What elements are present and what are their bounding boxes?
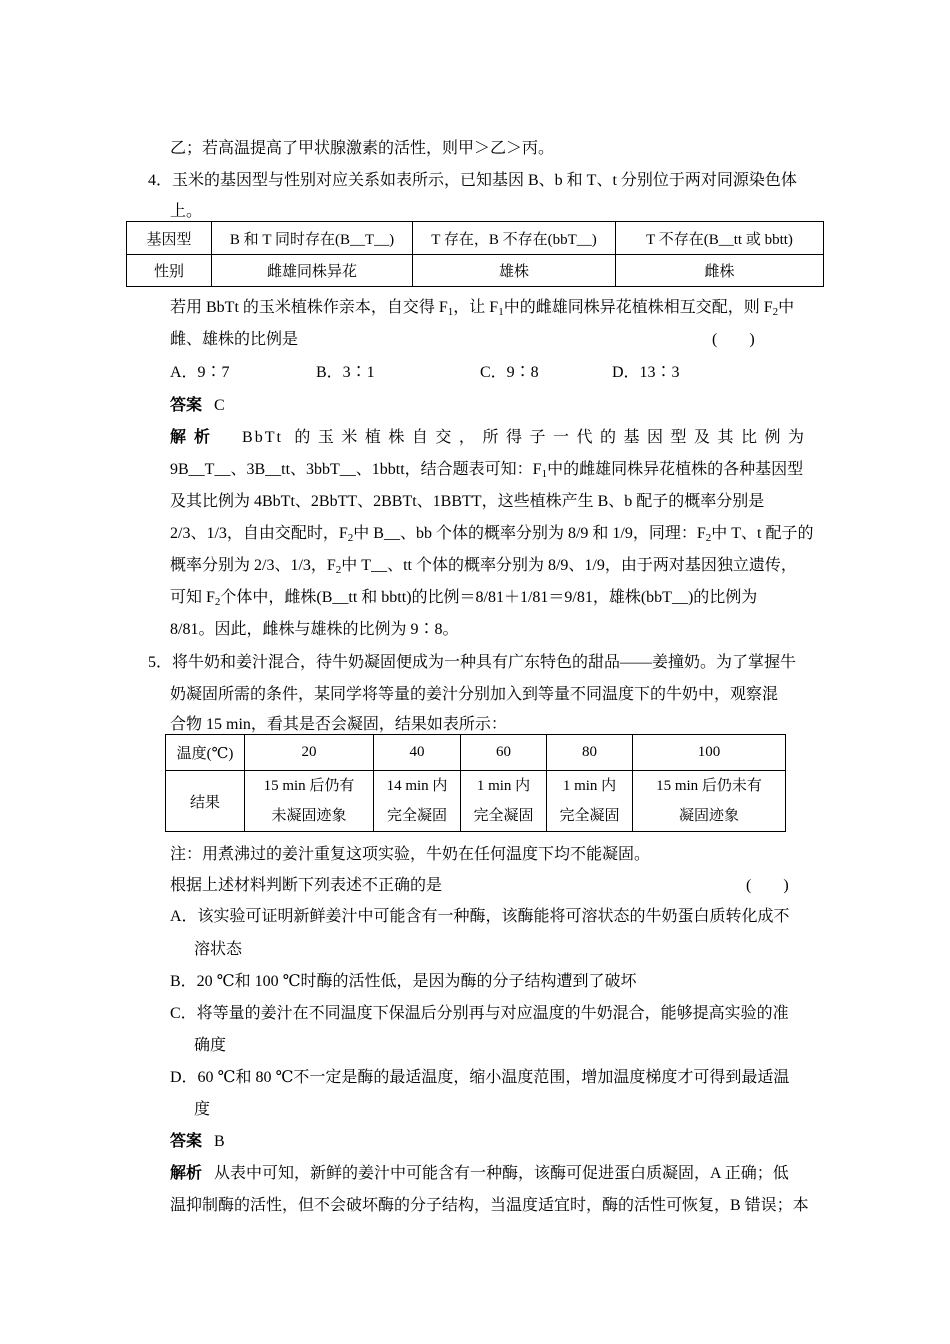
table-cell: 温度(℃)	[166, 735, 245, 771]
q4-answer-paren: ( )	[712, 331, 755, 348]
q5-analysis-line1	[170, 1164, 789, 1184]
q3-tail-text: 乙；若高温提高了甲状腺激素的活性，则甲＞乙＞丙。	[170, 140, 555, 157]
cell-line: 凝固迹象	[678, 808, 739, 824]
analysis-text: 中 T__、tt 个体的概率分别为 8/9、1/9，由于两对基因独立遗传，	[341, 557, 797, 574]
subscript: 2	[347, 532, 354, 544]
table-cell	[245, 771, 374, 832]
q5-option-b: B．20 ℃和 100 ℃时酶的活性低，是因为酶的分子结构遭到了破坏	[170, 973, 637, 990]
answer-label: 答案	[170, 1133, 203, 1150]
subscript: 1	[498, 306, 504, 318]
table-cell: 80	[547, 735, 633, 771]
q5-option-c-line2: 确度	[194, 1037, 227, 1054]
table-cell	[374, 771, 461, 832]
cell-line: 未凝固迹象	[271, 808, 347, 824]
q5-stem-line2: 奶凝固所需的条件，某同学将等量的姜汁分别加入到等量不同温度下的牛奶中，观察混	[170, 686, 779, 703]
table-cell: 结果	[166, 771, 245, 832]
table-cell: 40	[374, 735, 461, 771]
cell-line: 15 min 后仍未有	[656, 778, 762, 794]
q4-analysis-line4	[170, 524, 814, 548]
table-cell: 基因型	[127, 222, 212, 255]
analysis-text: BbTt 的玉米植株自交，所得子一代的基因型及其比例为	[242, 429, 806, 446]
table-cell: 100	[633, 735, 786, 771]
q4-question-part: 若用 BbTt 的玉米植株作亲本，自交得 F	[170, 299, 448, 316]
q4-question-line1	[170, 298, 794, 322]
cell-line: 1 min 内	[562, 778, 617, 794]
q5-note: 注：用煮沸过的姜汁重复这项实验，牛奶在任何温度下均不能凝固。	[170, 846, 651, 863]
q5-option-a-line2: 溶状态	[194, 941, 243, 958]
analysis-label: 解析	[170, 1165, 203, 1182]
table-cell: T 不存在(B__tt 或 bbtt)	[616, 222, 824, 255]
q4-stem-line1: 4．玉米的基因型与性别对应关系如表所示，已知基因 B、b 和 T、t 分别位于两对同源染色体	[148, 172, 797, 189]
analysis-text: 概率分别为 2/3、1/3，F	[170, 557, 336, 574]
q4-question-part: 中的雌雄同株异花植株相互交配，则 F	[503, 299, 773, 316]
table-cell	[461, 771, 547, 832]
q5-option-c-line1: C．将等量的姜汁在不同温度下保温后分别再与对应温度的牛奶混合，能够提高实验的准	[170, 1005, 789, 1022]
table-cell: 雌雄同株异花	[212, 255, 413, 287]
q4-stem-line2: 上。	[170, 203, 203, 220]
q4-option-d: D．13∶3	[612, 364, 680, 381]
q5-answer	[170, 1132, 225, 1152]
q4-question-line2: 雌、雄株的比例是	[170, 331, 299, 348]
q4-analysis-line3: 及其比例为 4BbTt、2BbTT、2BBTt、1BBTT，这些植株产生 B、b 配子的概率分别是	[170, 493, 765, 510]
q4-answer	[170, 396, 225, 416]
q4-question-part: ，让 F	[453, 299, 499, 316]
q4-analysis-line7: 8/81。因此，雌株与雄株的比例为 9∶8。	[170, 621, 459, 638]
analysis-text: 个体中，雌株(B__tt 和 bbtt)的比例＝8/81＋1/81＝9/81，雄株(bbT__)的比例为	[220, 589, 758, 606]
table-cell: 性别	[127, 255, 212, 287]
table-cell	[633, 771, 786, 832]
analysis-text: 中的雌雄同株异花植株的各种基因型	[547, 461, 804, 478]
q4-analysis-line1	[170, 428, 806, 448]
q5-answer-paren: ( )	[746, 877, 789, 894]
genotype-sex-table	[126, 221, 824, 287]
analysis-text: 从表中可知，新鲜的姜汁中可能含有一种酶，该酶可促进蛋白质凝固，A 正确；低	[214, 1165, 789, 1182]
analysis-text: 中 B__、bb 个体的概率分别为 8/9 和 1/9，同理：F	[353, 525, 706, 542]
analysis-text: 9B__T__、3B__tt、3bbT__、1bbtt，结合题表可知：F	[170, 461, 542, 478]
q5-option-d-line1: D．60 ℃和 80 ℃不一定是酶的最适温度，缩小温度范围，增加温度梯度才可得到最适温	[170, 1069, 790, 1086]
q5-stem-line1: 5．将牛奶和姜汁混合，待牛奶凝固便成为一种具有广东特色的甜品——姜撞奶。为了掌握牛	[148, 654, 797, 671]
subscript: 2	[214, 596, 221, 608]
q5-analysis-line2: 温抑制酶的活性，但不会破坏酶的分子结构，当温度适宜时，酶的活性可恢复，B 错误；本	[170, 1197, 809, 1214]
cell-line: 1 min 内	[476, 778, 531, 794]
subscript: 2	[335, 564, 342, 576]
analysis-label: 解析	[170, 429, 219, 446]
temperature-result-table	[165, 734, 786, 832]
answer-value: C	[214, 397, 225, 414]
q4-option-b: B．3∶1	[316, 364, 375, 381]
subscript: 2	[705, 532, 712, 544]
table-cell	[547, 771, 633, 832]
analysis-text: 2/3、1/3，自由交配时，F	[170, 525, 348, 542]
answer-label: 答案	[170, 397, 203, 414]
subscript: 1	[447, 306, 454, 318]
cell-line: 完全凝固	[386, 808, 447, 824]
q4-question-part: 中	[778, 299, 795, 316]
q5-option-a-line1: A．该实验可证明新鲜姜汁中可能含有一种酶，该酶能将可溶状态的牛奶蛋白质转化成不	[170, 908, 790, 925]
cell-line: 14 min 内	[386, 778, 448, 794]
q4-analysis-line6	[170, 588, 757, 612]
subscript: 2	[772, 306, 779, 318]
cell-line: 完全凝固	[473, 808, 534, 824]
table-cell: 20	[245, 735, 374, 771]
q4-option-a: A．9∶7	[170, 364, 230, 381]
q4-analysis-line2	[170, 460, 803, 484]
table-cell: 雄株	[413, 255, 616, 287]
q5-option-d-line2: 度	[194, 1101, 211, 1118]
analysis-text: 可知 F	[170, 589, 215, 606]
q5-stem-line3: 合物 15 min，看其是否会凝固，结果如表所示：	[170, 716, 507, 733]
table-cell: B 和 T 同时存在(B__T__)	[212, 222, 413, 255]
q5-question: 根据上述材料判断下列表述不正确的是	[170, 877, 443, 894]
q4-option-c: C．9∶8	[480, 364, 539, 381]
subscript: 1	[541, 468, 548, 480]
table-cell: 60	[461, 735, 547, 771]
q4-analysis-line5	[170, 556, 797, 580]
cell-line: 完全凝固	[559, 808, 620, 824]
cell-line: 15 min 后仍有	[263, 778, 355, 794]
analysis-text: 中 T、t 配子的	[711, 525, 814, 542]
table-cell: T 存在，B 不存在(bbT__)	[413, 222, 616, 255]
answer-value: B	[214, 1133, 225, 1150]
table-cell: 雌株	[616, 255, 824, 287]
